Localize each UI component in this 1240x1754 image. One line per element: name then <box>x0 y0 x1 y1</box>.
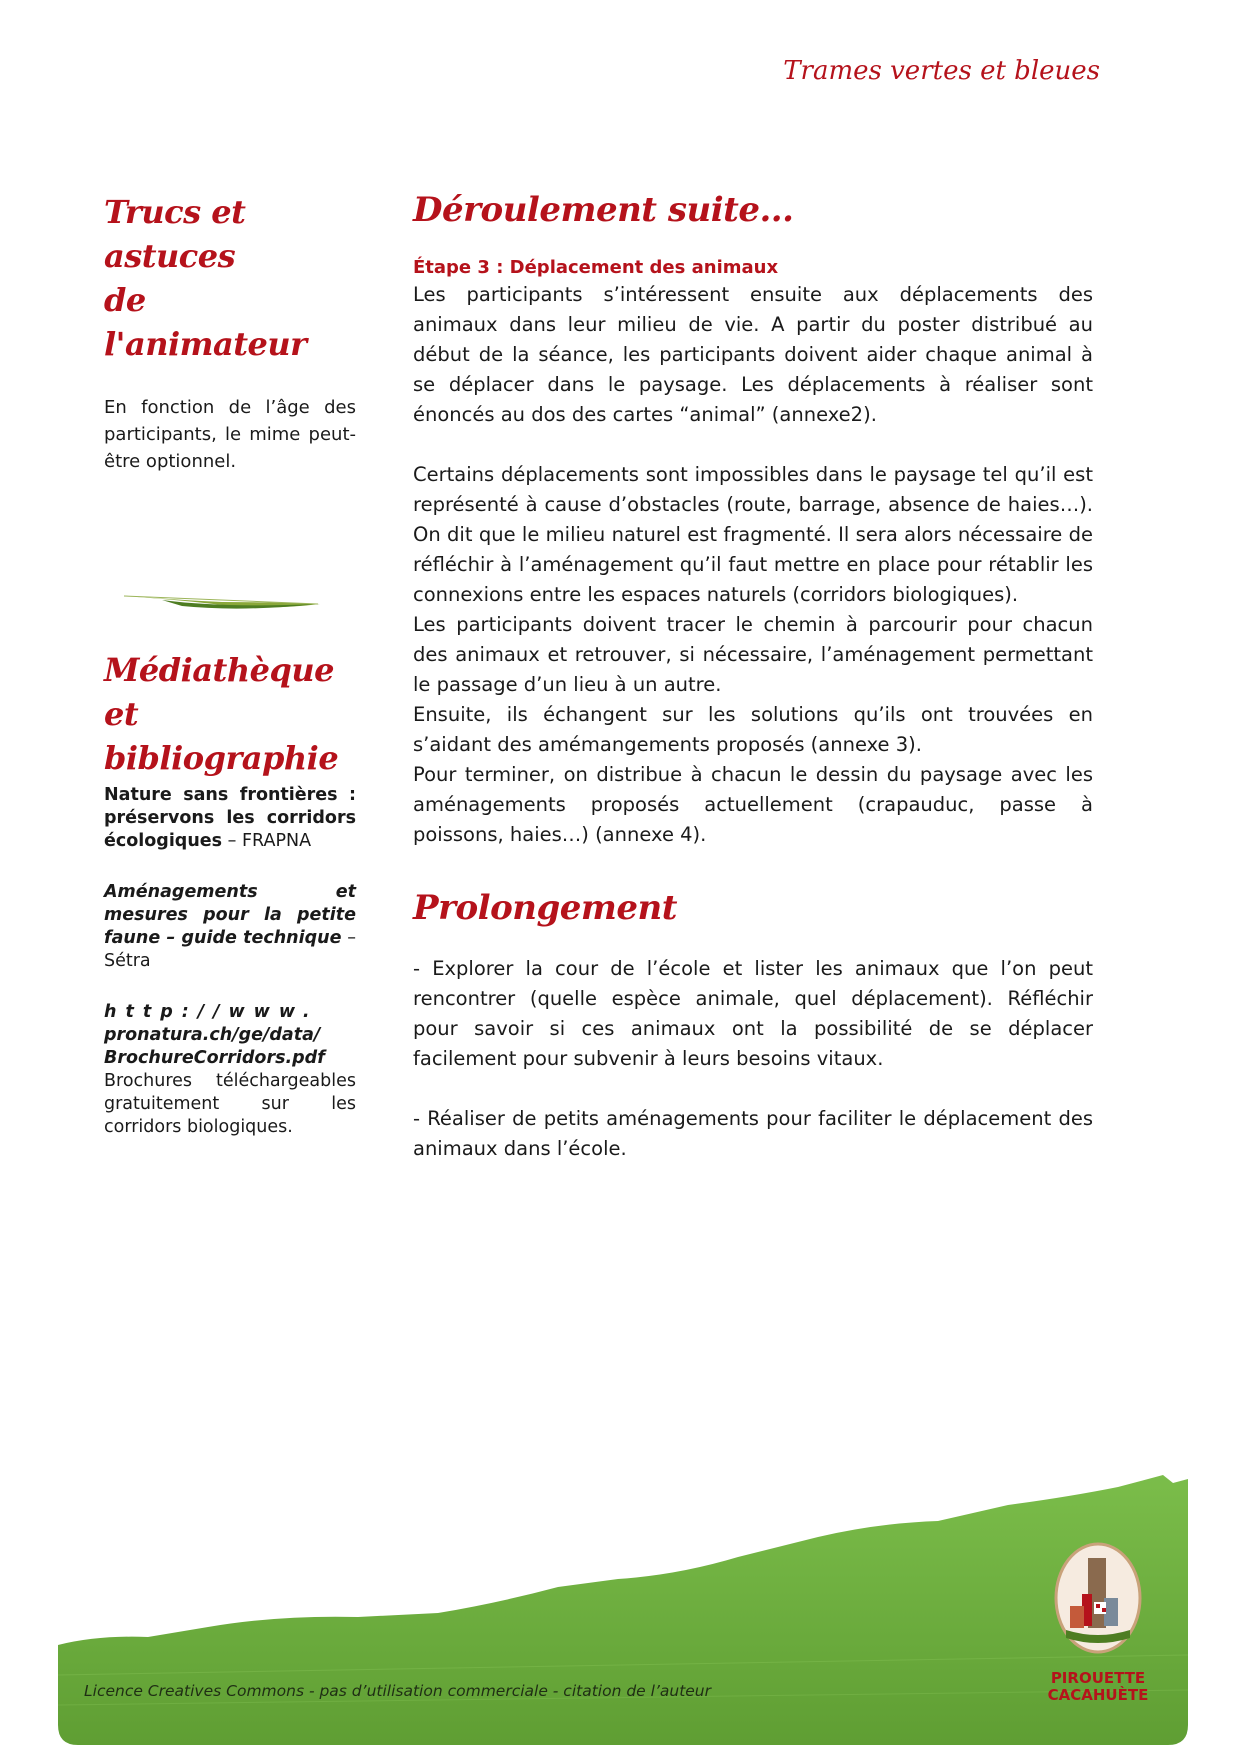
tips-title-line2: de l'animateur <box>104 281 307 363</box>
paragraph-1: Les participants s’intéressent ensuite aux déplacements des animaux dans leur milieu de vie. A partir du poster distribué au début de la séance, les participants doivent aider chaque animal à se déplacer dans le paysage. Les déplacements à réaliser sont énoncés au dos des cartes “animal” (annexe2). <box>413 283 1093 426</box>
tips-title <box>104 190 356 366</box>
paragraph-2: Certains déplacements sont impossibles dans le paysage tel qu’il est représenté à cause d’obstacles (route, barrage, absence de haies…). On dit que le milieu naturel est fragmenté. Il sera alors nécessaire de réfléchir à l’aménagement qu’il faut mettre en place pour rétablir les connexions entre les espaces naturels (corridors biologiques). <box>413 463 1093 606</box>
prolong-title: Prolongement <box>413 888 677 928</box>
bib-title-setra: Aménagements et mesures pour la petite faune – guide technique <box>104 882 356 948</box>
paragraph-4: Ensuite, ils échangent sur les solutions qu’ils ont trouvées en s’aidant des amémangements proposés (annexe 3). <box>413 703 1093 756</box>
logo-text <box>1046 1670 1150 1704</box>
media-section <box>104 648 356 1167</box>
bib-entry-frapna <box>104 784 356 853</box>
tips-title-line1: Trucs et astuces <box>104 193 246 275</box>
prolong-paragraph-1: - Explorer la cour de l’école et lister les animaux que l’on peut rencontrer (quelle espèce animale, quel déplacement). Réfléchir pour savoir si ces animaux ont la possibilité de se déplacer facilement pour subvenir à leurs besoins vitaux. <box>413 957 1093 1070</box>
logo-line1: PIROUETTE <box>1050 1669 1146 1687</box>
prolong-paragraph-2: - Réaliser de petits aménagements pour faciliter le déplacement des animaux dans l’école. <box>413 1107 1093 1160</box>
bib-title-frapna: Nature sans frontières : préservons les corridors écologiques <box>104 785 356 851</box>
bib-url-line3[interactable]: BrochureCorridors.pdf <box>104 1048 325 1068</box>
license-text: Licence Creatives Commons - pas d’utilisation commerciale - citation de l’auteur <box>84 1682 712 1700</box>
media-title-line2: bibliographie <box>104 739 339 777</box>
bib-url-line2[interactable]: pronatura.ch/ge/data/ <box>104 1025 321 1045</box>
main-title: Déroulement suite... <box>413 190 794 230</box>
bib-publisher-frapna: – FRAPNA <box>222 831 312 851</box>
paragraph-3: Les participants doivent tracer le chemin à parcourir pour chacun des animaux et retrouver, si nécessaire, l’aménagement permettant le passage d’un lieu à un autre. <box>413 613 1093 696</box>
tips-section <box>104 190 356 475</box>
pirouette-cacahuete-logo-icon <box>1052 1540 1144 1658</box>
bib-url[interactable] <box>104 1001 356 1070</box>
bib-url-description: Brochures téléchargeables gratuitement sur les corridors biologiques. <box>104 1071 356 1137</box>
document-header-title: Trames vertes et bleues <box>783 56 1100 86</box>
media-title <box>104 648 356 780</box>
media-title-line1: Médiathèque et <box>104 651 334 733</box>
bib-publisher-setra: – Sétra <box>104 928 356 971</box>
step-title: Étape 3 : Déplacement des animaux <box>413 257 779 278</box>
paragraph-5: Pour terminer, on distribue à chacun le dessin du paysage avec les aménagements proposés actuellement (crapauduc, passe à poissons, haies…) (annexe 4). <box>413 763 1093 846</box>
leaf-divider-icon <box>122 590 322 614</box>
main-content <box>413 188 1093 1164</box>
bib-entry-setra <box>104 881 356 973</box>
grass-hill-footer <box>58 1475 1188 1745</box>
bib-url-line1[interactable]: http://www. <box>104 1002 319 1022</box>
logo-line2: CACAHUÈTE <box>1047 1686 1149 1704</box>
tips-text: En fonction de l’âge des participants, le mime peut-être optionnel. <box>104 397 356 472</box>
